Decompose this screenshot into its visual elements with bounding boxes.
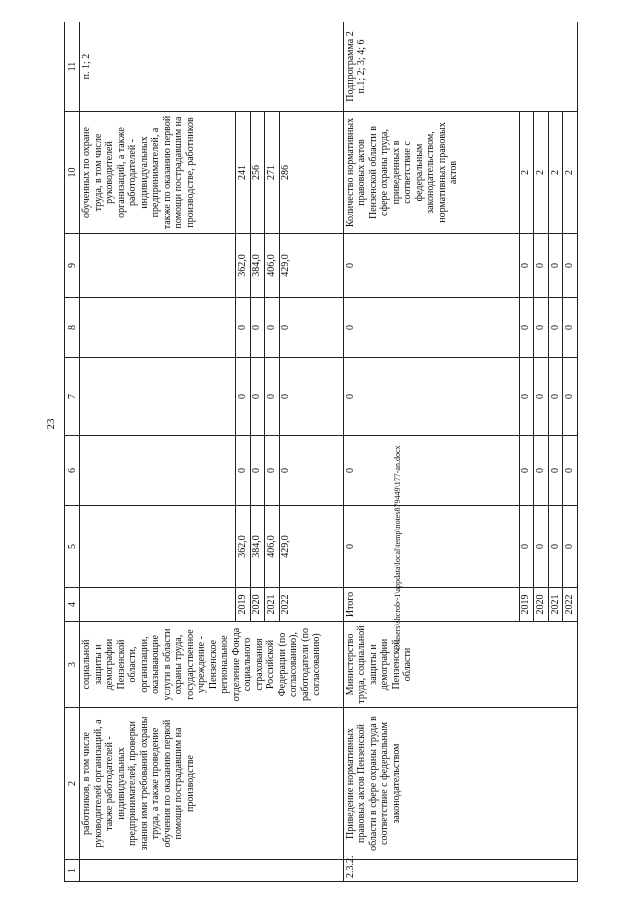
value-cell: 429,0 <box>279 506 343 588</box>
block2-executors: Министерство труда, социальной защиты и демографии Пензенской области <box>343 622 577 708</box>
value-cell: 0 <box>548 436 563 506</box>
value-cell: 0 <box>236 358 251 436</box>
total-value: 0 <box>343 506 519 588</box>
header-cell: 1 <box>65 860 80 882</box>
value-cell: 0 <box>279 436 343 506</box>
block1-description: работников, в том числе руководителей организаций, а также работодателей - индивидуальных предпринимателей, проверки знания ими требований охраны труда, а также проведение обучения по оказанию первой помощи пострадавшим на производстве <box>80 708 344 860</box>
value-cell: 384,0 <box>250 234 265 298</box>
value-cell: 0 <box>563 234 578 298</box>
value-cell: 406,0 <box>265 234 280 298</box>
year-cell: 2022 <box>279 588 343 622</box>
total-value: 0 <box>343 436 519 506</box>
value-cell: 0 <box>250 298 265 358</box>
value-cell: 0 <box>534 298 549 358</box>
header-cell: 4 <box>65 588 80 622</box>
value-cell: 2 <box>534 112 549 234</box>
value-cell: 429,0 <box>279 234 343 298</box>
value-cell: 0 <box>534 234 549 298</box>
value-cell: 2 <box>563 112 578 234</box>
value-cell: 271 <box>265 112 280 234</box>
value-cell: 0 <box>563 506 578 588</box>
block1-reference: п. 1; 2 <box>80 22 344 112</box>
value-cell: 362,0 <box>236 234 251 298</box>
block1-col5-empty <box>80 506 236 588</box>
year-cell: 2019 <box>519 588 534 622</box>
year-cell: 2019 <box>236 588 251 622</box>
program-table <box>64 22 578 882</box>
block1-col9-empty <box>80 234 236 298</box>
value-cell: 286 <box>279 112 343 234</box>
value-cell: 0 <box>250 358 265 436</box>
block1-col8-empty <box>80 298 236 358</box>
block1-number <box>80 860 344 882</box>
value-cell: 0 <box>250 436 265 506</box>
total-label: Итого <box>343 588 519 622</box>
value-cell: 0 <box>548 358 563 436</box>
value-cell: 256 <box>250 112 265 234</box>
block2-indicator: Количество нормативных правовых актов Пензенской области в сфере охраны труда, приведенных в соответствие с федеральным законодательством, нормативных правовых актов <box>343 112 519 234</box>
header-cell: 2 <box>65 708 80 860</box>
value-cell: 0 <box>548 234 563 298</box>
value-cell: 406,0 <box>265 506 280 588</box>
table-area <box>64 22 578 882</box>
value-cell: 0 <box>519 234 534 298</box>
header-cell: 6 <box>65 436 80 506</box>
header-cell: 10 <box>65 112 80 234</box>
value-cell: 0 <box>563 436 578 506</box>
header-cell: 11 <box>65 22 80 112</box>
value-cell: 384,0 <box>250 506 265 588</box>
value-cell: 0 <box>279 298 343 358</box>
block1-col4-empty <box>80 588 236 622</box>
value-cell: 0 <box>519 436 534 506</box>
header-row <box>65 22 80 882</box>
value-cell: 362,0 <box>236 506 251 588</box>
header-cell: 8 <box>65 298 80 358</box>
header-cell: 9 <box>65 234 80 298</box>
value-cell: 0 <box>563 298 578 358</box>
total-value: 0 <box>343 234 519 298</box>
page-number: 23 <box>45 418 57 430</box>
value-cell: 0 <box>519 298 534 358</box>
value-cell: 0 <box>519 358 534 436</box>
block2-reference: Подпрограмма 2 п.1; 2; 3; 4; 6 <box>343 22 577 112</box>
value-cell: 0 <box>265 436 280 506</box>
value-cell: 0 <box>279 358 343 436</box>
year-cell: 2021 <box>548 588 563 622</box>
total-value: 0 <box>343 298 519 358</box>
block1-top-row <box>80 22 236 882</box>
value-cell: 0 <box>519 506 534 588</box>
block1-executors: социальной защиты и демографии Пензенской области, организации, оказывающие услуги в области охраны труда, государственное учреждение - Пензенское региональное отделение Фонда социального страхования Российской Федерации (по согласованию), работодатели (по согласованию) <box>80 622 344 708</box>
header-cell: 7 <box>65 358 80 436</box>
value-cell: 0 <box>534 436 549 506</box>
file-path-footer: c:\users\shcrob~1\appdata\local\temp\notes879449\177-an.docx <box>393 445 402 650</box>
year-cell: 2021 <box>265 588 280 622</box>
block1-col6-empty <box>80 436 236 506</box>
year-cell: 2020 <box>534 588 549 622</box>
value-cell: 0 <box>548 506 563 588</box>
header-cell: 5 <box>65 506 80 588</box>
block2-description: Приведение нормативных правовых актов Пензенской области в сфере охраны труда в соответствие с федеральным законодательством <box>343 708 577 860</box>
header-cell: 3 <box>65 622 80 708</box>
block2-total-row <box>343 22 519 882</box>
block2-number: 2.3.2. <box>343 860 577 882</box>
year-cell: 2022 <box>563 588 578 622</box>
value-cell: 0 <box>236 436 251 506</box>
value-cell: 2 <box>519 112 534 234</box>
rotated-page <box>64 22 578 882</box>
value-cell: 0 <box>548 298 563 358</box>
value-cell: 0 <box>534 358 549 436</box>
value-cell: 0 <box>265 298 280 358</box>
value-cell: 0 <box>534 506 549 588</box>
block1-indicator: обученных по охране труда, в том числе руководителей организаций, а также работодателей - индивидуальных предпринимателей, а также по оказанию первой помощи пострадавшим на производстве, работников <box>80 112 236 234</box>
block1-col7-empty <box>80 358 236 436</box>
value-cell: 241 <box>236 112 251 234</box>
value-cell: 0 <box>563 358 578 436</box>
year-cell: 2020 <box>250 588 265 622</box>
value-cell: 2 <box>548 112 563 234</box>
value-cell: 0 <box>265 358 280 436</box>
total-value: 0 <box>343 358 519 436</box>
value-cell: 0 <box>236 298 251 358</box>
